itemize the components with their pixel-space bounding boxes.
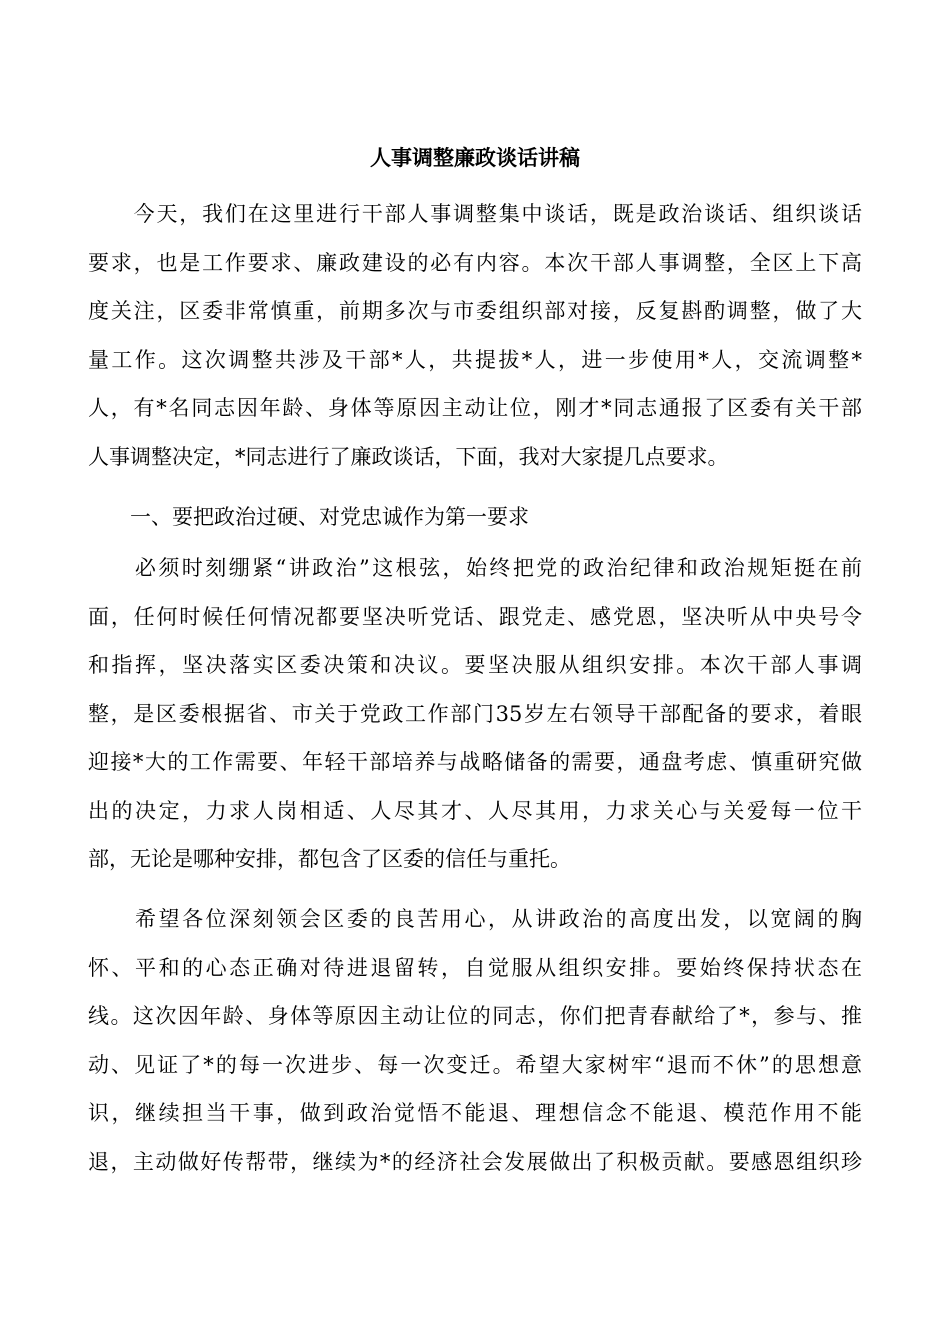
paragraph-line: 希望各位深刻领会区委的良苦用心，从讲政治的高度出发，以宽阔的胸 [88, 907, 862, 931]
paragraph-line: 人，有*名同志因年龄、身体等原因主动让位，刚才*同志通报了区委有关干部 [88, 396, 862, 420]
section-heading-text: 一、要把政治过硬、对党忠诚作为第一要求 [88, 505, 529, 529]
paragraph-line: 今天，我们在这里进行干部人事调整集中谈话，既是政治谈话、组织谈话 [88, 202, 862, 226]
paragraph-hopes [88, 895, 862, 1186]
paragraph-line: 出的决定，力求人岗相适、人尽其才、人尽其用，力求关心与关爱每一位干 [88, 798, 862, 823]
paragraph-line: 动、见证了*的每一次进步、每一次变迁。希望大家树牢“退而不休”的思想意 [88, 1052, 862, 1077]
paragraph-line: 面，任何时候任何情况都要坚决听党话、跟党走、感党恩，坚决听从中央号令 [88, 604, 862, 629]
paragraph-line: 必须时刻绷紧“讲政治”这根弦，始终把党的政治纪律和政治规矩挺在前 [88, 556, 862, 580]
paragraph-line: 整，是区委根据省、市关于党政工作部门35岁左右领导干部配备的要求，着眼 [88, 701, 862, 726]
paragraph-intro [88, 190, 862, 481]
paragraph-line: 部，无论是哪种安排，都包含了区委的信任与重托。 [88, 847, 571, 871]
paragraph-line: 要求，也是工作要求、廉政建设的必有内容。本次干部人事调整，全区上下高 [88, 250, 862, 275]
paragraph-line: 量工作。这次调整共涉及干部*人，共提拔*人，进一步使用*人，交流调整* [88, 347, 862, 372]
paragraph-line: 和指挥，坚决落实区委决策和决议。要坚决服从组织安排。本次干部人事调 [88, 653, 862, 677]
paragraph-line: 怀、平和的心态正确对待进退留转，自觉服从组织安排。要始终保持状态在 [88, 955, 862, 980]
section-heading-1 [88, 493, 862, 542]
paragraph-line: 识，继续担当干事，做到政治觉悟不能退、理想信念不能退、模范作用不能 [88, 1101, 862, 1125]
paragraph-line: 迎接*大的工作需要、年轻干部培养与战略储备的需要，通盘考虑、慎重研究做 [88, 750, 862, 774]
paragraph-line: 度关注，区委非常慎重，前期多次与市委组织部对接，反复斟酌调整，做了大 [88, 299, 862, 323]
paragraph-line: 人事调整决定，*同志进行了廉政谈话，下面，我对大家提几点要求。 [88, 444, 729, 469]
paragraph-political-requirements [88, 544, 862, 884]
paragraph-line: 线。这次因年龄、身体等原因主动让位的同志，你们把青春献给了*，参与、推 [88, 1004, 862, 1028]
document-title: 人事调整廉政谈话讲稿 [370, 145, 580, 170]
paragraph-line: 退，主动做好传帮带，继续为*的经济社会发展做出了积极贡献。要感恩组织珍 [88, 1149, 862, 1174]
